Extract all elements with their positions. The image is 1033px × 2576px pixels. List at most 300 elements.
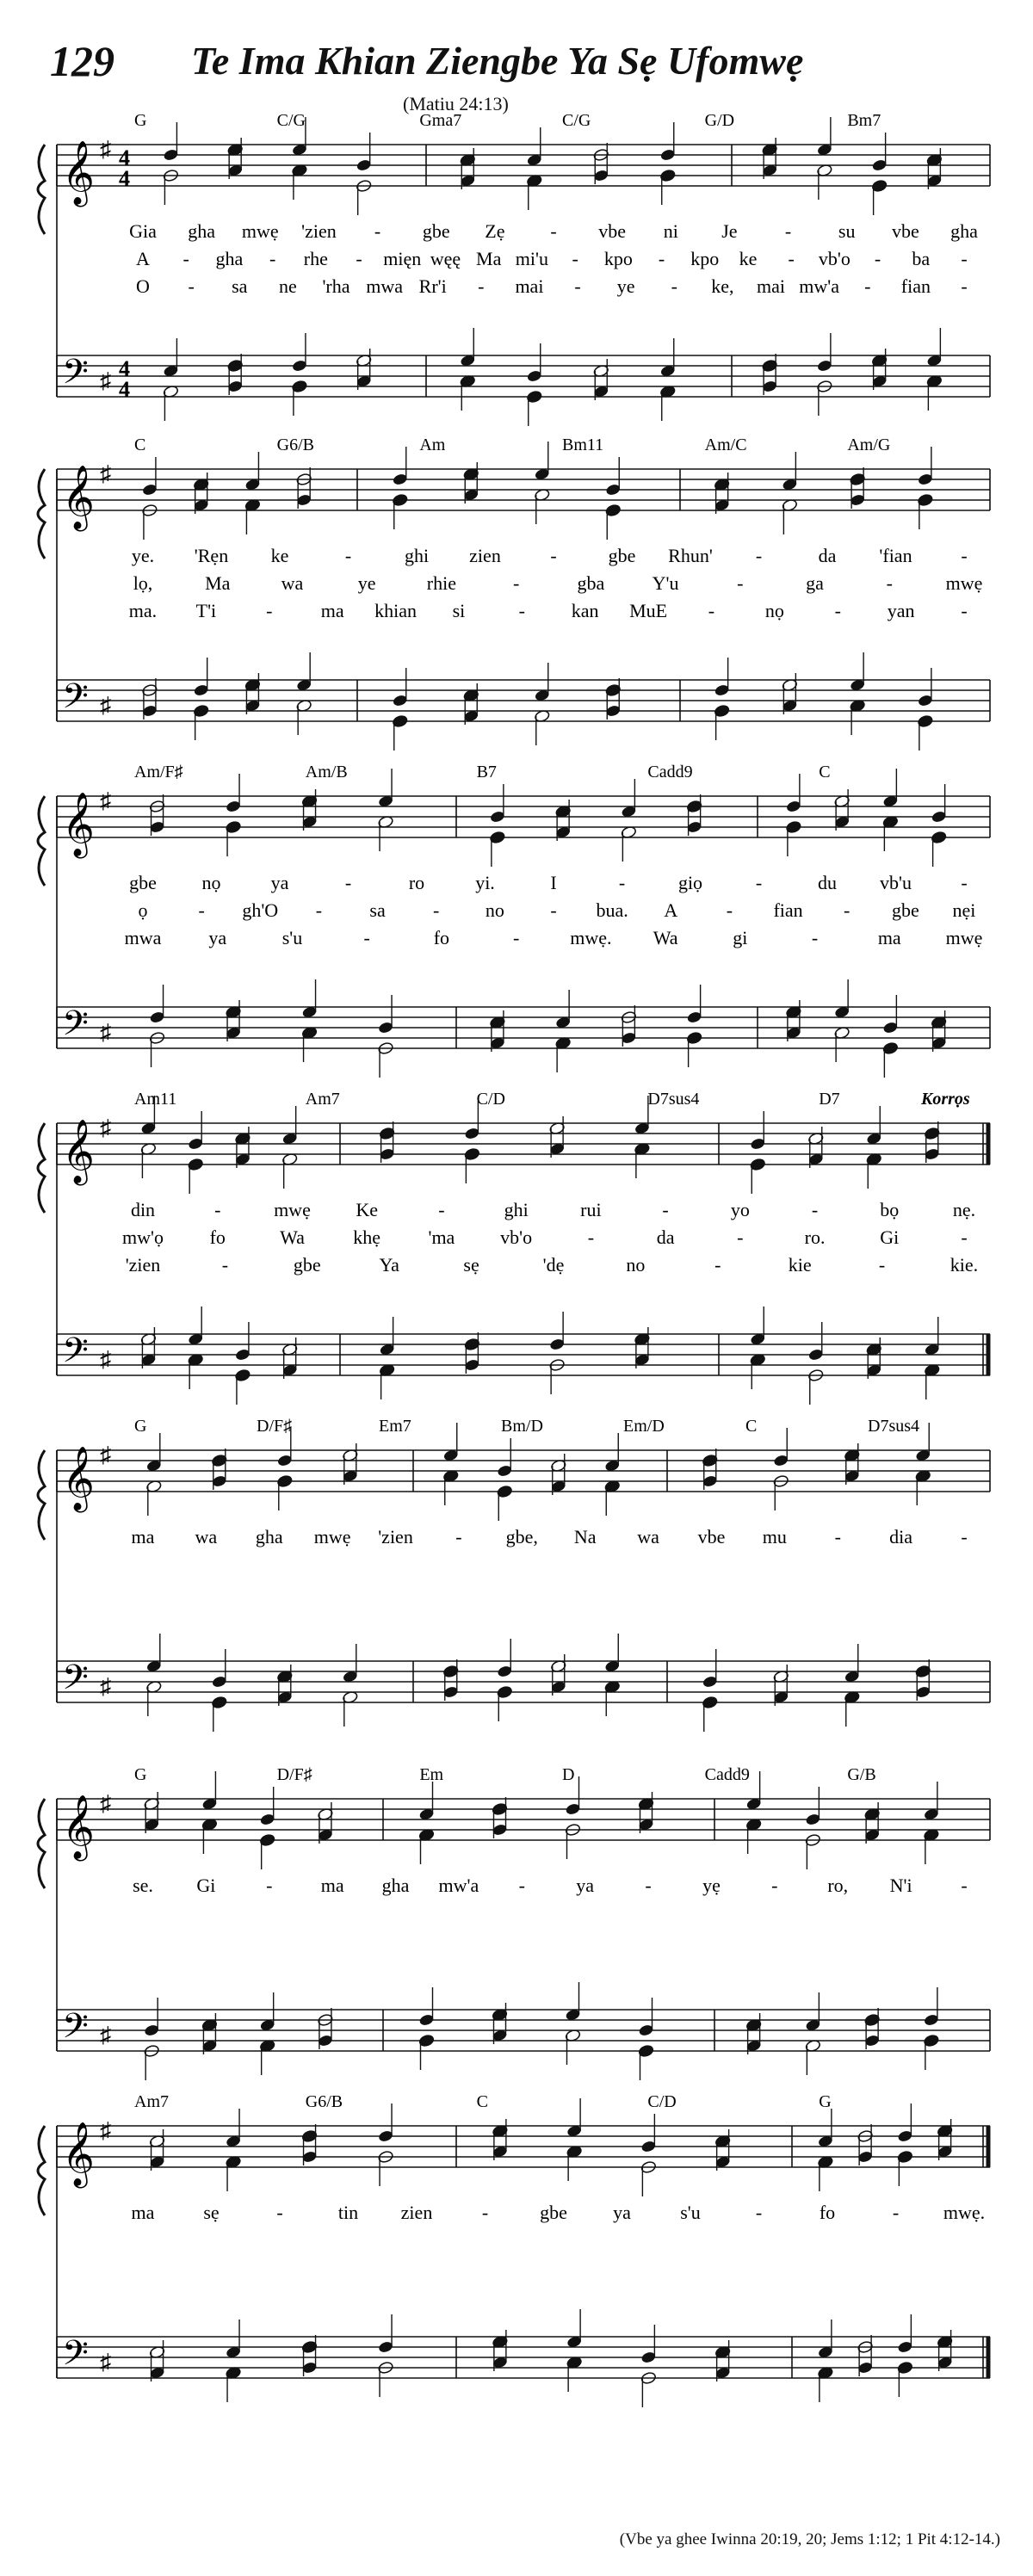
lyric-hyphen: -	[726, 899, 733, 921]
chord-symbol: Bm7	[847, 111, 881, 130]
lyric-syllable: wa	[195, 1526, 218, 1547]
lyric-syllable: ma	[877, 927, 901, 948]
chord-symbol: D/F♯	[257, 1417, 293, 1436]
lyric-syllable: vbe	[598, 220, 627, 242]
lyric-syllable: gha	[188, 220, 216, 242]
lyric-syllable: ye	[357, 572, 376, 594]
lyric-syllable: ro	[408, 872, 425, 893]
hymn-number: 129	[50, 37, 114, 85]
lyric-syllable: mwẹ	[274, 1199, 311, 1220]
lyric-hyphen: -	[658, 248, 665, 269]
lyric-syllable: gha	[255, 1526, 283, 1547]
lyric-syllable: tin	[337, 2202, 359, 2223]
lyric-syllable: ghi	[504, 1199, 529, 1220]
lyric-syllable: MuE	[629, 600, 668, 621]
bass-clef: 𝄢	[62, 678, 89, 724]
chord-symbol: Bm/D	[501, 1417, 543, 1436]
chord-symbol: G6/B	[305, 2092, 343, 2111]
lyric-syllable: kie	[788, 1254, 812, 1276]
lyric-hyphen: -	[886, 572, 893, 594]
score-system	[38, 1090, 990, 1405]
lyric-syllable: ya	[208, 927, 227, 948]
chord-symbol: D7sus4	[647, 1090, 700, 1109]
chord-symbols	[134, 1090, 840, 1109]
lyric-hyphen: -	[182, 248, 189, 269]
lyric-syllable: bọ	[880, 1199, 900, 1220]
key-signature-sharp: ♯	[100, 1020, 111, 1045]
lyric-hyphen: -	[221, 1254, 229, 1276]
lyric-syllable: gbe	[608, 545, 636, 566]
chord-symbol: Bm11	[562, 436, 604, 454]
lyric-syllable: Ma	[205, 572, 231, 594]
lyric-syllable: Gia	[129, 220, 157, 242]
lyric-syllable: mu	[762, 1526, 787, 1547]
chord-symbol: B7	[476, 763, 497, 781]
lyrics-block	[129, 220, 978, 297]
chord-symbol: G/B	[847, 1765, 876, 1784]
bass-clef: 𝄢	[62, 1332, 89, 1378]
lyric-syllable: Rr'i	[418, 275, 447, 297]
lyric-syllable: ma.	[128, 600, 158, 621]
key-signature-sharp: ♯	[100, 137, 111, 162]
lyric-syllable: sẹ	[463, 1254, 479, 1276]
lyric-syllable: vbe	[891, 220, 919, 242]
lyric-syllable: Gi	[196, 1875, 216, 1896]
lyric-syllable: ne	[278, 275, 297, 297]
lyric-hyphen: -	[587, 1226, 595, 1248]
lyric-syllable: gbe	[891, 899, 919, 921]
treble-clef: 𝄞	[62, 142, 95, 203]
lyric-syllable: Je	[721, 220, 738, 242]
chord-symbol: Am11	[134, 1090, 177, 1109]
lyric-hyphen: -	[356, 248, 362, 269]
lyric-hyphen: -	[269, 248, 276, 269]
lyric-syllable: rui	[580, 1199, 602, 1220]
lyric-syllable: giọ	[677, 872, 703, 893]
lyric-syllable: yi.	[475, 872, 495, 893]
score-system	[38, 436, 990, 751]
lyric-syllable: gha	[381, 1875, 410, 1896]
lyric-syllable: mwẹ	[241, 220, 279, 242]
score-system	[38, 1765, 990, 2080]
lyric-syllable: mwẹ.	[570, 927, 612, 948]
lyric-syllable: Wa	[653, 927, 678, 948]
lyric-syllable: gi	[733, 927, 748, 948]
lyric-syllable: fo	[209, 1226, 226, 1248]
bass-clef: 𝄢	[62, 2008, 89, 2054]
lyric-syllable: dia	[889, 1526, 913, 1547]
lyric-syllable: vb'o	[500, 1226, 533, 1248]
time-signature-top: 4	[119, 145, 130, 170]
lyric-syllable: mwa	[366, 275, 403, 297]
lyric-hyphen: -	[618, 872, 626, 893]
chord-symbol: Am/G	[847, 436, 891, 454]
lyric-hyphen: -	[961, 248, 968, 269]
lyric-syllable: Ma	[476, 248, 502, 269]
lyric-hyphen: -	[550, 220, 557, 242]
lyric-syllable: A	[664, 899, 678, 921]
lyric-hyphen: -	[844, 899, 851, 921]
time-signature-bottom: 4	[119, 377, 130, 402]
lyric-syllable: 'zien	[125, 1254, 161, 1276]
lyric-hyphen: -	[481, 2202, 489, 2223]
chord-symbol: Gma7	[419, 111, 462, 130]
lyric-syllable: ghi	[404, 545, 430, 566]
lyric-syllable: ọ	[138, 899, 148, 921]
lyric-syllable: mw'a	[438, 1875, 479, 1896]
system-brace	[38, 1123, 45, 1213]
lyric-syllable: Ya	[379, 1254, 399, 1276]
system-brace	[38, 2126, 45, 2215]
lyrics-block	[125, 872, 983, 948]
chord-symbol: D7sus4	[868, 1417, 920, 1436]
lyric-hyphen: -	[755, 545, 763, 566]
lyric-syllable: mwẹ	[945, 927, 983, 948]
lyric-syllable: lọ,	[133, 572, 153, 594]
lyric-syllable: A	[136, 248, 150, 269]
lyric-hyphen: -	[550, 545, 557, 566]
lyric-syllable: ro.	[804, 1226, 826, 1248]
lyric-syllable: gbe	[540, 2202, 567, 2223]
lyric-hyphen: -	[518, 600, 525, 621]
lyric-hyphen: -	[276, 2202, 283, 2223]
lyric-hyphen: -	[961, 1226, 968, 1248]
lyric-hyphen: -	[574, 275, 581, 297]
chord-symbol: C	[476, 2092, 488, 2111]
chord-symbol: G	[134, 111, 147, 130]
lyric-syllable: gbe,	[505, 1526, 538, 1547]
lyric-hyphen: -	[771, 1875, 778, 1896]
chord-symbols	[134, 763, 831, 781]
lyric-syllable: kan	[571, 600, 599, 621]
system-brace	[38, 469, 45, 559]
chord-symbol: Am/C	[704, 436, 747, 454]
lyric-hyphen: -	[784, 220, 792, 242]
key-signature-sharp: ♯	[100, 1115, 111, 1140]
lyric-syllable: ma	[131, 1526, 155, 1547]
chord-symbol: Am7	[305, 1090, 340, 1109]
lyric-syllable: węę	[430, 248, 461, 269]
lyric-hyphen: -	[363, 927, 370, 948]
lyric-syllable: Ke	[356, 1199, 379, 1220]
lyric-syllable: ya	[576, 1875, 595, 1896]
lyric-syllable: zien	[400, 2202, 433, 2223]
lyric-hyphen: -	[266, 1875, 273, 1896]
lyric-hyphen: -	[961, 872, 968, 893]
lyric-syllable: se.	[133, 1875, 153, 1896]
lyric-syllable: sa	[232, 275, 248, 297]
lyric-syllable: gbe	[293, 1254, 321, 1276]
lyric-hyphen: -	[961, 275, 968, 297]
lyric-syllable: 'rha	[322, 275, 350, 297]
chord-symbol: G	[819, 2092, 832, 2111]
chord-symbols	[134, 111, 881, 130]
lyrics-block	[122, 1199, 978, 1276]
lyric-syllable: ma	[320, 600, 344, 621]
lyric-syllable: ye	[616, 275, 635, 297]
lyric-hyphen: -	[811, 1199, 819, 1220]
chord-symbol: C	[134, 436, 146, 454]
chord-symbol: G	[134, 1417, 147, 1436]
lyric-syllable: fian	[900, 275, 931, 297]
lyric-syllable: nọ	[201, 872, 221, 893]
lyric-syllable: bua.	[596, 899, 628, 921]
lyric-syllable: fo	[819, 2202, 836, 2223]
treble-clef: 𝄞	[62, 2123, 95, 2184]
lyric-hyphen: -	[512, 572, 520, 594]
chord-symbol: Am	[419, 436, 446, 454]
lyric-hyphen: -	[714, 1254, 721, 1276]
lyric-syllable: gha	[215, 248, 244, 269]
lyric-syllable: ya	[613, 2202, 631, 2223]
lyric-syllable: gh'O	[242, 899, 279, 921]
key-signature-sharp: ♯	[100, 1791, 111, 1816]
score-system	[38, 1417, 990, 1732]
lyric-hyphen: -	[878, 1254, 886, 1276]
key-signature-sharp: ♯	[100, 1674, 111, 1699]
lyric-syllable: ro,	[827, 1875, 849, 1896]
lyric-syllable: wa	[637, 1526, 659, 1547]
lyric-syllable: Rhun'	[668, 545, 713, 566]
lyric-hyphen: -	[961, 1875, 968, 1896]
lyric-hyphen: -	[433, 899, 440, 921]
lyric-syllable: ya	[270, 872, 289, 893]
lyric-syllable: N'i	[889, 1875, 912, 1896]
lyric-hyphen: -	[811, 927, 819, 948]
lyric-syllable: vbe	[697, 1526, 726, 1547]
treble-clef: 𝄞	[62, 794, 95, 855]
lyric-syllable: mwa	[124, 927, 162, 948]
lyric-syllable: kpo	[690, 248, 720, 269]
lyric-syllable: rhe	[303, 248, 328, 269]
lyric-syllable: ma	[320, 1875, 344, 1896]
lyric-hyphen: -	[737, 572, 744, 594]
lyric-hyphen: -	[708, 600, 715, 621]
lyric-syllable: su	[838, 220, 856, 242]
chord-symbol: G6/B	[276, 436, 315, 454]
lyric-syllable: du	[818, 872, 837, 893]
lyric-syllable: gha	[950, 220, 978, 242]
chord-symbol: Em7	[379, 1417, 411, 1436]
chord-symbol: Em	[419, 1765, 444, 1784]
lyric-syllable: zien	[469, 545, 501, 566]
lyric-hyphen: -	[961, 545, 968, 566]
lyric-syllable: mw'ọ	[122, 1226, 164, 1248]
lyric-syllable: khian	[374, 600, 417, 621]
system-brace	[38, 1799, 45, 1888]
chord-symbols	[134, 2092, 832, 2111]
lyric-hyphen: -	[512, 927, 520, 948]
lyric-syllable: mai	[757, 275, 786, 297]
lyric-syllable: ke	[739, 248, 758, 269]
key-signature-sharp: ♯	[100, 2350, 111, 2375]
chord-symbol: Am/B	[305, 763, 348, 781]
lyrics-block	[129, 545, 983, 621]
lyric-syllable: O	[136, 275, 150, 297]
lyric-syllable: gbe	[422, 220, 450, 242]
chord-symbol: D7	[819, 1090, 840, 1109]
chord-symbol: Em/D	[623, 1417, 665, 1436]
key-signature-sharp: ♯	[100, 693, 111, 718]
chord-symbol: G/D	[704, 111, 735, 130]
key-signature-sharp: ♯	[100, 1442, 111, 1467]
chord-symbol: G	[134, 1765, 147, 1784]
hymn-title: Te Ima Khian Ziengbe Ya Sẹ Ufomwẹ	[191, 39, 804, 83]
chord-symbol: D/F♯	[276, 1765, 312, 1784]
system-brace	[38, 796, 45, 886]
lyric-syllable: wa	[281, 572, 304, 594]
lyric-syllable: 'fian	[879, 545, 912, 566]
key-signature-sharp: ♯	[100, 368, 111, 393]
lyric-syllable: T'i	[195, 600, 217, 621]
chord-symbols	[134, 436, 890, 454]
lyric-hyphen: -	[834, 600, 841, 621]
chord-symbol: C/G	[562, 111, 591, 130]
lyric-syllable: yo	[730, 1199, 750, 1220]
time-signature-top: 4	[119, 356, 130, 381]
chord-symbols	[134, 1765, 876, 1784]
lyric-syllable: ni	[663, 220, 678, 242]
lyric-hyphen: -	[755, 2202, 763, 2223]
chord-symbol: Am7	[134, 2092, 169, 2111]
lyric-hyphen: -	[874, 248, 881, 269]
lyric-syllable: si	[452, 600, 466, 621]
lyric-syllable: 'ma	[428, 1226, 455, 1248]
lyric-syllable: mi'u	[515, 248, 548, 269]
lyric-syllable: s'u	[680, 2202, 701, 2223]
lyric-syllable: Na	[573, 1526, 597, 1547]
lyric-hyphen: -	[961, 1526, 968, 1547]
lyric-hyphen: -	[344, 545, 352, 566]
lyric-hyphen: -	[755, 872, 763, 893]
lyric-syllable: ba	[912, 248, 931, 269]
lyric-hyphen: -	[834, 1526, 841, 1547]
lyric-syllable: sa	[369, 899, 386, 921]
chord-symbol: Am/F♯	[134, 763, 183, 781]
lyrics-block	[132, 1526, 968, 1547]
bass-clef: 𝄢	[62, 1005, 89, 1051]
key-signature-sharp: ♯	[100, 788, 111, 813]
footnote-references: (Vbe ya ghee Iwinna 20:19, 20; Jems 1:12; 1 Pit 4:12-14.)	[619, 2530, 1000, 2548]
lyric-hyphen: -	[344, 872, 352, 893]
lyrics-block	[133, 1875, 968, 1896]
key-signature-sharp: ♯	[100, 2118, 111, 2143]
chord-symbol: C	[745, 1417, 758, 1436]
lyric-syllable: da	[656, 1226, 675, 1248]
chord-symbol: C	[819, 763, 831, 781]
lyric-syllable: I	[550, 872, 557, 893]
chord-symbol: C/D	[647, 2092, 677, 2111]
chord-symbol: D	[562, 1765, 575, 1784]
lyric-hyphen: -	[662, 1199, 669, 1220]
lyric-hyphen: -	[671, 275, 677, 297]
lyric-syllable: vb'u	[880, 872, 912, 893]
lyric-hyphen: -	[737, 1226, 744, 1248]
lyric-syllable: nọ	[764, 600, 784, 621]
lyric-syllable: gbe	[129, 872, 157, 893]
lyric-syllable: mwẹ	[313, 1526, 351, 1547]
lyric-hyphen: -	[198, 899, 205, 921]
lyric-hyphen: -	[645, 1875, 652, 1896]
treble-clef: 𝄞	[62, 466, 95, 528]
treble-clef: 𝄞	[62, 1796, 95, 1857]
lyric-syllable: yẹ	[702, 1875, 721, 1896]
lyric-hyphen: -	[892, 2202, 900, 2223]
korros-mark: Korrọs	[921, 1090, 970, 1109]
lyric-syllable: din	[130, 1199, 156, 1220]
lyric-hyphen: -	[214, 1199, 221, 1220]
lyric-hyphen: -	[572, 248, 578, 269]
treble-clef: 𝄞	[62, 1448, 95, 1509]
lyric-hyphen: -	[188, 275, 195, 297]
system-brace	[38, 1450, 45, 1540]
lyric-syllable: ga	[806, 572, 824, 594]
lyric-syllable: sẹ	[203, 2202, 220, 2223]
lyric-hyphen: -	[864, 275, 871, 297]
lyric-syllable: no	[626, 1254, 646, 1276]
lyric-hyphen: -	[266, 600, 273, 621]
lyric-syllable: mai	[515, 275, 544, 297]
lyric-hyphen: -	[518, 1875, 525, 1896]
bass-clef: 𝄢	[62, 2335, 89, 2381]
lyric-syllable: Wa	[280, 1226, 305, 1248]
lyric-syllable: ma	[131, 2202, 155, 2223]
chord-symbols	[134, 1417, 919, 1436]
lyric-syllable: Zẹ	[485, 220, 505, 242]
score-system	[38, 111, 990, 426]
bass-clef: 𝄢	[62, 1659, 89, 1705]
lyric-syllable: 'zien	[378, 1526, 413, 1547]
lyric-syllable: vb'o	[818, 248, 851, 269]
lyric-syllable: 'dẹ	[542, 1254, 565, 1276]
lyric-syllable: nẹ.	[952, 1199, 976, 1220]
lyric-hyphen: -	[374, 220, 381, 242]
lyric-syllable: kpo	[603, 248, 633, 269]
lyric-syllable: fo	[433, 927, 450, 948]
treble-clef: 𝄞	[62, 1121, 95, 1182]
lyric-syllable: gba	[577, 572, 605, 594]
system-brace	[38, 145, 45, 234]
lyric-syllable: 'Rẹn	[194, 545, 229, 566]
lyric-hyphen: -	[315, 899, 323, 921]
key-signature-sharp: ♯	[100, 461, 111, 486]
lyric-syllable: yan	[887, 600, 915, 621]
lyric-syllable: fian	[773, 899, 803, 921]
lyric-syllable: da	[818, 545, 837, 566]
lyric-syllable: nẹi	[952, 899, 976, 921]
lyric-syllable: ke	[270, 545, 289, 566]
lyric-syllable: 'zien	[301, 220, 337, 242]
bass-clef: 𝄢	[62, 354, 89, 399]
lyric-hyphen: -	[550, 899, 557, 921]
lyric-syllable: ye.	[131, 545, 155, 566]
score-system	[38, 763, 990, 1078]
lyric-syllable: kie.	[949, 1254, 979, 1276]
lyric-hyphen: -	[788, 248, 795, 269]
lyrics-block	[132, 2202, 986, 2223]
chord-symbol: Cadd9	[704, 1765, 750, 1784]
lyric-syllable: Gi	[880, 1226, 900, 1248]
lyric-syllable: mięn	[383, 248, 422, 269]
lyric-syllable: khẹ	[353, 1226, 381, 1248]
chord-symbol: Cadd9	[647, 763, 693, 781]
lyric-hyphen: -	[438, 1199, 445, 1220]
lyric-hyphen: -	[961, 600, 968, 621]
lyric-syllable: Y'u	[652, 572, 679, 594]
lyric-syllable: mw'a	[799, 275, 840, 297]
lyric-hyphen: -	[478, 275, 485, 297]
time-signature-bottom: 4	[119, 166, 130, 191]
